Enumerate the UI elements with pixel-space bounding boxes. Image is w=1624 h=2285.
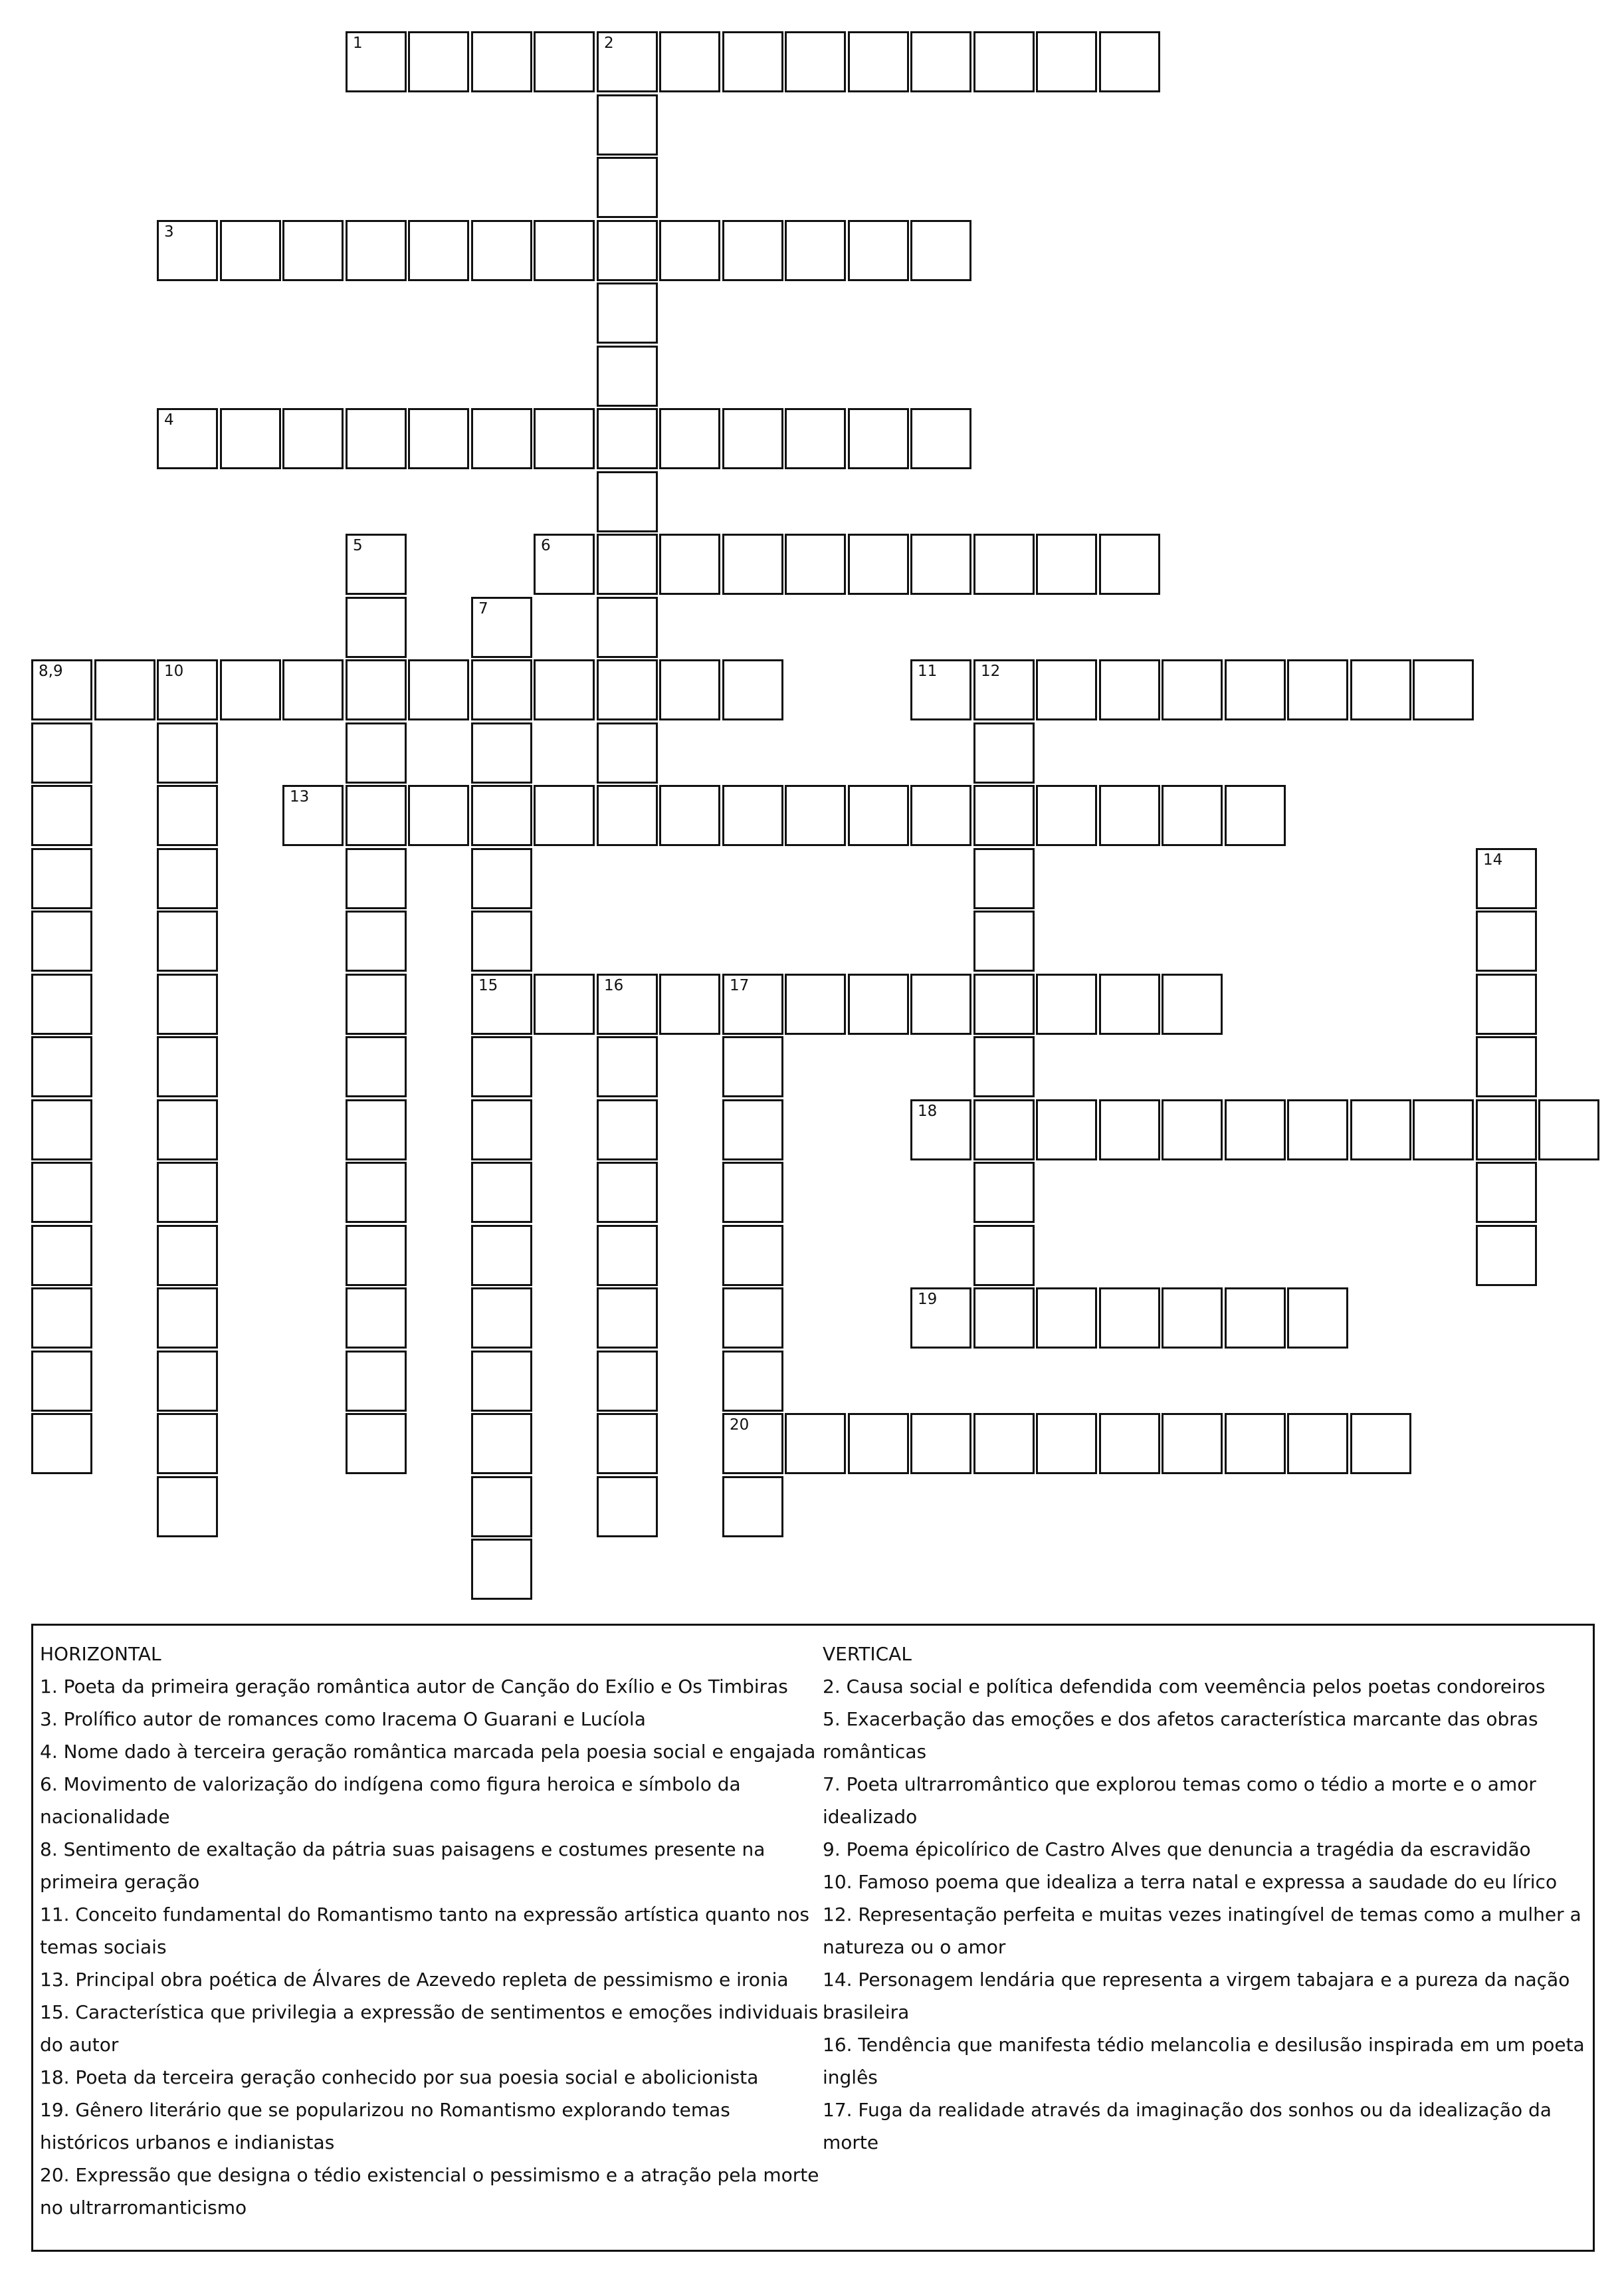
grid-cell[interactable] — [910, 1287, 971, 1349]
clue-number: 3 — [164, 223, 174, 241]
clue-across-15: 15. Característica que privilegia a expressão de sentimentos e emoções individuais do autor — [40, 2001, 819, 2056]
grid-cell[interactable] — [910, 659, 971, 720]
grid-cell[interactable] — [157, 220, 218, 281]
grid-cell[interactable] — [31, 1287, 92, 1349]
grid-cell[interactable] — [471, 659, 532, 720]
clue-across-19: 19. Gênero literário que se popularizou no Romantismo explorando temas históricos urbanos e indianistas — [40, 2099, 730, 2153]
grid-cell[interactable] — [973, 911, 1035, 972]
clue-number: 7 — [478, 600, 488, 617]
grid-cell[interactable] — [31, 659, 92, 720]
clue-number: 16 — [604, 977, 624, 994]
grid-cell[interactable] — [597, 974, 658, 1035]
grid-cell[interactable] — [722, 785, 783, 846]
grid-cell[interactable] — [471, 1287, 532, 1349]
clue-number: 13 — [290, 788, 310, 806]
clue-down-7: 7. Poeta ultrarromântico que explorou temas como o tédio a morte e o amor idealizado — [823, 1773, 1536, 1828]
grid-cell[interactable] — [157, 1287, 218, 1349]
grid-cell[interactable] — [282, 659, 344, 720]
grid-cell[interactable] — [659, 31, 720, 92]
grid-cell[interactable] — [346, 1225, 407, 1286]
grid-cell[interactable] — [1476, 1099, 1537, 1160]
grid-cell[interactable] — [157, 1225, 218, 1286]
grid-cell[interactable] — [597, 1225, 658, 1286]
grid-cell[interactable] — [910, 974, 971, 1035]
grid-cell[interactable] — [31, 1162, 92, 1223]
grid-cell[interactable] — [31, 785, 92, 846]
grid-cell[interactable] — [471, 848, 532, 909]
grid-cell[interactable] — [722, 659, 783, 720]
grid-cell[interactable] — [471, 220, 532, 281]
grid-cell[interactable] — [722, 220, 783, 281]
grid-cell[interactable] — [659, 785, 720, 846]
grid-cell[interactable] — [1287, 1413, 1348, 1474]
grid-cell[interactable] — [157, 785, 218, 846]
grid-cell[interactable] — [973, 1287, 1035, 1349]
grid-cell[interactable] — [157, 722, 218, 784]
grid-cell[interactable] — [910, 1099, 971, 1160]
grid-cell[interactable] — [973, 785, 1035, 846]
grid-cell[interactable] — [1099, 1413, 1160, 1474]
grid-cell[interactable] — [597, 597, 658, 658]
vertical-heading: VERTICAL — [823, 1643, 912, 1665]
grid-cell[interactable] — [910, 31, 971, 92]
grid-cell[interactable] — [471, 1413, 532, 1474]
grid-cell[interactable] — [597, 1099, 658, 1160]
grid-cell[interactable] — [1162, 1099, 1223, 1160]
grid-cell[interactable] — [973, 534, 1035, 595]
grid-cell[interactable] — [346, 1287, 407, 1349]
grid-cell[interactable] — [31, 1413, 92, 1474]
grid-cell[interactable] — [220, 659, 281, 720]
grid-cell[interactable] — [471, 1476, 532, 1537]
grid-cell[interactable] — [220, 408, 281, 469]
grid-cell[interactable] — [31, 1099, 92, 1160]
grid-cell[interactable] — [597, 1351, 658, 1412]
grid-cell[interactable] — [282, 220, 344, 281]
grid-cell[interactable] — [597, 220, 658, 281]
grid-cell[interactable] — [1413, 659, 1474, 720]
grid-cell[interactable] — [346, 848, 407, 909]
grid-cell[interactable] — [1350, 1413, 1411, 1474]
grid-cell[interactable] — [157, 1351, 218, 1412]
grid-cell[interactable] — [31, 722, 92, 784]
grid-cell[interactable] — [471, 597, 532, 658]
grid-cell[interactable] — [597, 282, 658, 344]
grid-cell[interactable] — [722, 974, 783, 1035]
grid-cell[interactable] — [31, 911, 92, 972]
grid-cell[interactable] — [785, 974, 846, 1035]
grid-cell[interactable] — [1476, 1162, 1537, 1223]
grid-cell[interactable] — [722, 1036, 783, 1097]
grid-cell[interactable] — [597, 157, 658, 218]
grid-cell[interactable] — [597, 346, 658, 407]
grid-cell[interactable] — [848, 534, 909, 595]
clue-across-11: 11. Conceito fundamental do Romantismo tanto na expressão artística quanto nos temas sociais — [40, 1904, 809, 1958]
clue-down-9: 9. Poema épicolírico de Castro Alves que denuncia a tragédia da escravidão — [823, 1838, 1531, 1860]
grid-cell[interactable] — [1099, 1099, 1160, 1160]
grid-cell[interactable] — [1476, 848, 1537, 909]
grid-cell[interactable] — [471, 1225, 532, 1286]
grid-cell[interactable] — [1099, 534, 1160, 595]
grid-cell[interactable] — [597, 1287, 658, 1349]
grid-cell[interactable] — [31, 974, 92, 1035]
grid-cell[interactable] — [848, 220, 909, 281]
grid-cell[interactable] — [220, 220, 281, 281]
grid-cell[interactable] — [973, 974, 1035, 1035]
grid-cell[interactable] — [1225, 1287, 1286, 1349]
grid-cell[interactable] — [1099, 1287, 1160, 1349]
grid-cell[interactable] — [910, 220, 971, 281]
grid-cell[interactable] — [157, 1036, 218, 1097]
grid-cell[interactable] — [1162, 1287, 1223, 1349]
grid-cell[interactable] — [346, 220, 407, 281]
grid-cell[interactable] — [157, 408, 218, 469]
grid-cell[interactable] — [1287, 1287, 1348, 1349]
grid-cell[interactable] — [1287, 659, 1348, 720]
grid-cell[interactable] — [471, 408, 532, 469]
clue-across-4: 4. Nome dado à terceira geração romântica marcada pela poesia social e engajada — [40, 1741, 816, 1763]
clue-number: 10 — [164, 663, 184, 680]
grid-cell[interactable] — [785, 1413, 846, 1474]
grid-cell[interactable] — [1099, 31, 1160, 92]
grid-cell[interactable] — [471, 974, 532, 1035]
grid-cell[interactable] — [973, 1099, 1035, 1160]
grid-cell[interactable] — [722, 1476, 783, 1537]
grid-cell[interactable] — [597, 471, 658, 532]
clue-down-5: 5. Exacerbação das emoções e dos afetos característica marcante das obras românticas — [823, 1708, 1538, 1763]
grid-cell[interactable] — [157, 974, 218, 1035]
grid-cell[interactable] — [1225, 785, 1286, 846]
grid-cell[interactable] — [597, 94, 658, 156]
grid-cell[interactable] — [1162, 785, 1223, 846]
grid-cell[interactable] — [848, 1413, 909, 1474]
grid-cell[interactable] — [346, 722, 407, 784]
grid-cell[interactable] — [1099, 659, 1160, 720]
grid-cell[interactable] — [848, 31, 909, 92]
grid-cell[interactable] — [659, 974, 720, 1035]
grid-cell[interactable] — [471, 722, 532, 784]
grid-cell[interactable] — [346, 597, 407, 658]
grid-cell[interactable] — [282, 408, 344, 469]
clue-number: 8,9 — [39, 663, 63, 680]
vertical-clues — [823, 1638, 1587, 2159]
grid-cell[interactable] — [408, 31, 469, 92]
clue-number: 1 — [353, 35, 363, 52]
grid-cell[interactable] — [534, 31, 595, 92]
grid-cell[interactable] — [722, 1225, 783, 1286]
grid-cell[interactable] — [597, 1162, 658, 1223]
grid-cell[interactable] — [157, 848, 218, 909]
clue-number: 5 — [353, 537, 363, 554]
grid-cell[interactable] — [973, 31, 1035, 92]
grid-cell[interactable] — [1162, 974, 1223, 1035]
clue-down-16: 16. Tendência que manifesta tédio melancolia e desilusão inspirada em um poeta inglês — [823, 2034, 1585, 2088]
grid-cell[interactable] — [471, 1351, 532, 1412]
grid-cell[interactable] — [471, 1539, 532, 1600]
grid-cell[interactable] — [471, 1036, 532, 1097]
clue-number: 12 — [981, 663, 1001, 680]
grid-cell[interactable] — [785, 31, 846, 92]
grid-cell[interactable] — [722, 408, 783, 469]
grid-cell[interactable] — [785, 220, 846, 281]
clue-number: 4 — [164, 411, 174, 429]
grid-cell[interactable] — [157, 1099, 218, 1160]
clues-box — [31, 1624, 1595, 2252]
grid-cell[interactable] — [597, 1413, 658, 1474]
grid-cell[interactable] — [31, 1225, 92, 1286]
grid-cell[interactable] — [1036, 31, 1097, 92]
grid-cell[interactable] — [722, 1162, 783, 1223]
grid-cell[interactable] — [346, 1413, 407, 1474]
grid-cell[interactable] — [408, 659, 469, 720]
grid-cell[interactable] — [1036, 974, 1097, 1035]
grid-cell[interactable] — [785, 785, 846, 846]
clue-across-18: 18. Poeta da terceira geração conhecido por sua poesia social e abolicionista — [40, 2066, 759, 2088]
grid-cell[interactable] — [1413, 1099, 1474, 1160]
grid-cell[interactable] — [910, 785, 971, 846]
grid-cell[interactable] — [722, 1413, 783, 1474]
grid-cell[interactable] — [1476, 1225, 1537, 1286]
grid-cell[interactable] — [534, 220, 595, 281]
grid-cell[interactable] — [1099, 974, 1160, 1035]
clue-down-10: 10. Famoso poema que idealiza a terra natal e expressa a saudade do eu lírico — [823, 1871, 1558, 1893]
grid-cell[interactable] — [471, 31, 532, 92]
grid-cell[interactable] — [597, 659, 658, 720]
grid-cell[interactable] — [973, 722, 1035, 784]
grid-cell[interactable] — [1225, 659, 1286, 720]
clue-number: 18 — [918, 1103, 938, 1120]
grid-cell[interactable] — [157, 1413, 218, 1474]
grid-cell[interactable] — [1476, 911, 1537, 972]
grid-cell[interactable] — [346, 1036, 407, 1097]
clue-down-12: 12. Representação perfeita e muitas vezes inatingível de temas como a mulher a natureza ou o amor — [823, 1904, 1581, 1958]
grid-cell[interactable] — [597, 408, 658, 469]
grid-cell[interactable] — [408, 220, 469, 281]
grid-cell[interactable] — [848, 408, 909, 469]
grid-cell[interactable] — [973, 1036, 1035, 1097]
grid-cell[interactable] — [910, 408, 971, 469]
grid-cell[interactable] — [346, 1099, 407, 1160]
grid-cell[interactable] — [31, 848, 92, 909]
grid-cell[interactable] — [785, 408, 846, 469]
grid-cell[interactable] — [157, 911, 218, 972]
grid-cell[interactable] — [1162, 1413, 1223, 1474]
grid-cell[interactable] — [157, 659, 218, 720]
grid-cell[interactable] — [471, 1099, 532, 1160]
grid-cell[interactable] — [973, 659, 1035, 720]
grid-cell[interactable] — [973, 1162, 1035, 1223]
clue-number: 17 — [730, 977, 750, 994]
grid-cell[interactable] — [597, 722, 658, 784]
clue-across-6: 6. Movimento de valorização do indígena como figura heroica e símbolo da nacionalidade — [40, 1773, 741, 1828]
grid-cell[interactable] — [848, 974, 909, 1035]
clue-number: 14 — [1483, 851, 1503, 869]
grid-cell[interactable] — [597, 1476, 658, 1537]
grid-cell[interactable] — [597, 31, 658, 92]
grid-cell[interactable] — [534, 785, 595, 846]
grid-cell[interactable] — [597, 785, 658, 846]
grid-cell[interactable] — [1036, 659, 1097, 720]
grid-cell[interactable] — [346, 659, 407, 720]
clue-number: 11 — [918, 663, 938, 680]
grid-cell[interactable] — [1036, 785, 1097, 846]
grid-cell[interactable] — [785, 534, 846, 595]
grid-cell[interactable] — [31, 1036, 92, 1097]
grid-cell[interactable] — [346, 534, 407, 595]
grid-cell[interactable] — [973, 1225, 1035, 1286]
grid-cell[interactable] — [346, 911, 407, 972]
grid-cell[interactable] — [659, 659, 720, 720]
clue-across-3: 3. Prolífico autor de romances como Iracema O Guarani e Lucíola — [40, 1708, 646, 1730]
grid-cell[interactable] — [346, 785, 407, 846]
grid-cell[interactable] — [534, 974, 595, 1035]
grid-cell[interactable] — [534, 659, 595, 720]
grid-cell[interactable] — [659, 408, 720, 469]
grid-cell[interactable] — [408, 785, 469, 846]
grid-cell[interactable] — [910, 1413, 971, 1474]
grid-cell[interactable] — [31, 1351, 92, 1412]
clue-number: 2 — [604, 35, 614, 52]
grid-cell[interactable] — [1350, 1099, 1411, 1160]
grid-cell[interactable] — [408, 408, 469, 469]
grid-cell[interactable] — [346, 1351, 407, 1412]
grid-cell[interactable] — [722, 534, 783, 595]
grid-cell[interactable] — [534, 408, 595, 469]
grid-cell[interactable] — [973, 848, 1035, 909]
grid-cell[interactable] — [1287, 1099, 1348, 1160]
clue-across-1: 1. Poeta da primeira geração romântica autor de Canção do Exílio e Os Timbiras — [40, 1676, 788, 1697]
horizontal-heading: HORIZONTAL — [40, 1643, 161, 1665]
grid-cell[interactable] — [597, 1036, 658, 1097]
grid-cell[interactable] — [659, 220, 720, 281]
grid-cell[interactable] — [157, 1476, 218, 1537]
grid-cell[interactable] — [1225, 1099, 1286, 1160]
clue-number: 20 — [730, 1416, 750, 1434]
grid-cell[interactable] — [157, 1162, 218, 1223]
horizontal-clues — [40, 1638, 821, 2224]
grid-cell[interactable] — [722, 1351, 783, 1412]
grid-cell[interactable] — [346, 974, 407, 1035]
grid-cell[interactable] — [1476, 974, 1537, 1035]
clue-down-14: 14. Personagem lendária que representa a virgem tabajara e a pureza da nação brasileira — [823, 1969, 1570, 2023]
clue-number: 19 — [918, 1291, 938, 1308]
clue-down-17: 17. Fuga da realidade através da imaginação dos sonhos ou da idealização da morte — [823, 2099, 1552, 2153]
clue-across-8: 8. Sentimento de exaltação da pátria suas paisagens e costumes presente na primeira geração — [40, 1838, 765, 1893]
grid-cell[interactable] — [1162, 659, 1223, 720]
grid-cell[interactable] — [346, 31, 407, 92]
grid-cell[interactable] — [973, 1413, 1035, 1474]
grid-cell[interactable] — [1350, 659, 1411, 720]
grid-cell[interactable] — [1538, 1099, 1599, 1160]
grid-cell[interactable] — [722, 1287, 783, 1349]
grid-cell[interactable] — [346, 1162, 407, 1223]
grid-cell[interactable] — [1036, 1099, 1097, 1160]
grid-cell[interactable] — [659, 534, 720, 595]
grid-cell[interactable] — [1036, 534, 1097, 595]
clue-across-20: 20. Expressão que designa o tédio existencial o pessimismo e a atração pela morte no ultrarromanticismo — [40, 2164, 819, 2219]
clue-down-2: 2. Causa social e política defendida com veemência pelos poetas condoreiros — [823, 1676, 1546, 1697]
clue-number: 15 — [478, 977, 498, 994]
grid-cell[interactable] — [722, 1099, 783, 1160]
grid-cell[interactable] — [910, 534, 971, 595]
grid-cell[interactable] — [471, 911, 532, 972]
grid-cell[interactable] — [597, 534, 658, 595]
grid-cell[interactable] — [1476, 1036, 1537, 1097]
grid-cell[interactable] — [1036, 1413, 1097, 1474]
grid-cell[interactable] — [848, 785, 909, 846]
grid-cell[interactable] — [282, 785, 344, 846]
grid-cell[interactable] — [471, 1162, 532, 1223]
grid-cell[interactable] — [346, 408, 407, 469]
clue-number: 6 — [541, 537, 551, 554]
grid-cell[interactable] — [534, 534, 595, 595]
grid-cell[interactable] — [722, 31, 783, 92]
grid-cell[interactable] — [94, 659, 155, 720]
grid-cell[interactable] — [1036, 1287, 1097, 1349]
grid-cell[interactable] — [471, 785, 532, 846]
grid-cell[interactable] — [1225, 1413, 1286, 1474]
grid-cell[interactable] — [1099, 785, 1160, 846]
clue-across-13: 13. Principal obra poética de Álvares de Azevedo repleta de pessimismo e ironia — [40, 1969, 789, 1991]
